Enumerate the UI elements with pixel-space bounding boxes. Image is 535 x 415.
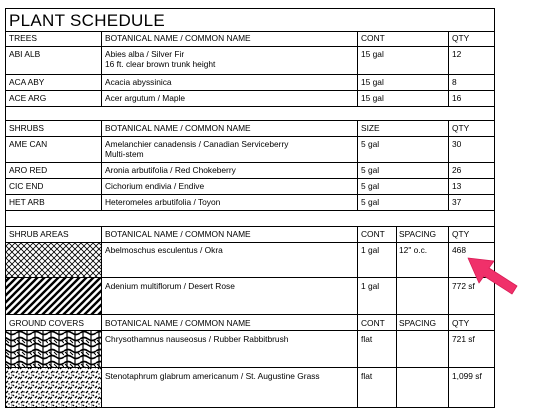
table-row-name: Acacia abyssinica (105, 77, 172, 87)
table-row-name: Aronia arbutifolia / Red Chokeberry (105, 165, 236, 175)
trees-name-header: BOTANICAL NAME / COMMON NAME (105, 33, 251, 43)
table-row-code: ARO RED (9, 165, 48, 175)
table-row-qty: 8 (452, 77, 457, 87)
table-row-cont: 15 gal (361, 77, 384, 87)
ground-covers-spacing-header: SPACING (399, 318, 437, 328)
table-row-code: CIC END (9, 181, 44, 191)
table-row-cont: 5 gal (361, 197, 380, 207)
table-row-name: Chrysothamnus nauseosus / Rubber Rabbitbrush (105, 334, 289, 344)
table-row-qty: 1,099 sf (452, 371, 482, 381)
table-row-qty: 12 (452, 49, 462, 59)
table-row-qty: 30 (452, 139, 462, 149)
shrub-areas-cont-header: CONT (361, 229, 385, 239)
table-row-cont: 5 gal (361, 139, 380, 149)
ground-covers-header: GROUND COVERS (9, 318, 84, 328)
table-row-spacing: 12" o.c. (399, 245, 428, 255)
table-row-name: Abelmoschus esculentus / Okra (105, 245, 223, 255)
page-title: PLANT SCHEDULE (9, 11, 165, 30)
table-row-cont: flat (361, 371, 373, 381)
table-row-cont: 15 gal (361, 93, 384, 103)
table-row-qty: 13 (452, 181, 462, 191)
table-row-cont: flat (361, 334, 373, 344)
table-row-code: HET ARB (9, 197, 45, 207)
ground-covers-qty-header: QTY (452, 318, 470, 328)
ground-covers-name-header: BOTANICAL NAME / COMMON NAME (105, 318, 251, 328)
shrubs-qty-header: QTY (452, 123, 470, 133)
table-row-qty: 468 (452, 245, 466, 255)
table-row-name: Adenium multiflorum / Desert Rose (105, 281, 235, 291)
ground-covers-cont-header: CONT (361, 318, 385, 328)
table-row-code: ACE ARG (9, 93, 47, 103)
table-row-qty: 16 (452, 93, 462, 103)
table-row-cont: 1 gal (361, 281, 380, 291)
table-row-name: Acer argutum / Maple (105, 93, 186, 103)
table-row-qty: 721 sf (452, 334, 475, 344)
shrubs-size-header: SIZE (361, 123, 380, 133)
table-row-qty: 37 (452, 197, 462, 207)
table-row-name: Amelanchier canadensis / Canadian Serviceberry Multi-stem (105, 139, 289, 159)
shrub-areas-qty-header: QTY (452, 229, 470, 239)
table-row-qty: 772 sf (452, 281, 475, 291)
table-row-cont: 5 gal (361, 165, 380, 175)
trees-cont-header: CONT (361, 33, 385, 43)
trees-qty-header: QTY (452, 33, 470, 43)
table-row-cont: 1 gal (361, 245, 380, 255)
table-row-qty: 26 (452, 165, 462, 175)
shrub-areas-name-header: BOTANICAL NAME / COMMON NAME (105, 229, 251, 239)
shrub-areas-header: SHRUB AREAS (9, 229, 69, 239)
table-row-code: ACA ABY (9, 77, 45, 87)
table-row-name: Heteromeles arbutifolia / Toyon (105, 197, 221, 207)
table-row-code: ABI ALB (9, 49, 41, 59)
table-row-name: Cichorium endivia / Endive (105, 181, 205, 191)
table-row-code: AME CAN (9, 139, 48, 149)
shrubs-header: SHRUBS (9, 123, 44, 133)
trees-header: TREES (9, 33, 37, 43)
shrubs-name-header: BOTANICAL NAME / COMMON NAME (105, 123, 251, 133)
table-row-cont: 5 gal (361, 181, 380, 191)
table-row-name: Abies alba / Silver Fir 16 ft. clear brown trunk height (105, 49, 216, 69)
shrub-areas-spacing-header: SPACING (399, 229, 437, 239)
table-row-cont: 15 gal (361, 49, 384, 59)
table-row-name: Stenotaphrum glabrum americanum / St. Augustine Grass (105, 371, 320, 381)
